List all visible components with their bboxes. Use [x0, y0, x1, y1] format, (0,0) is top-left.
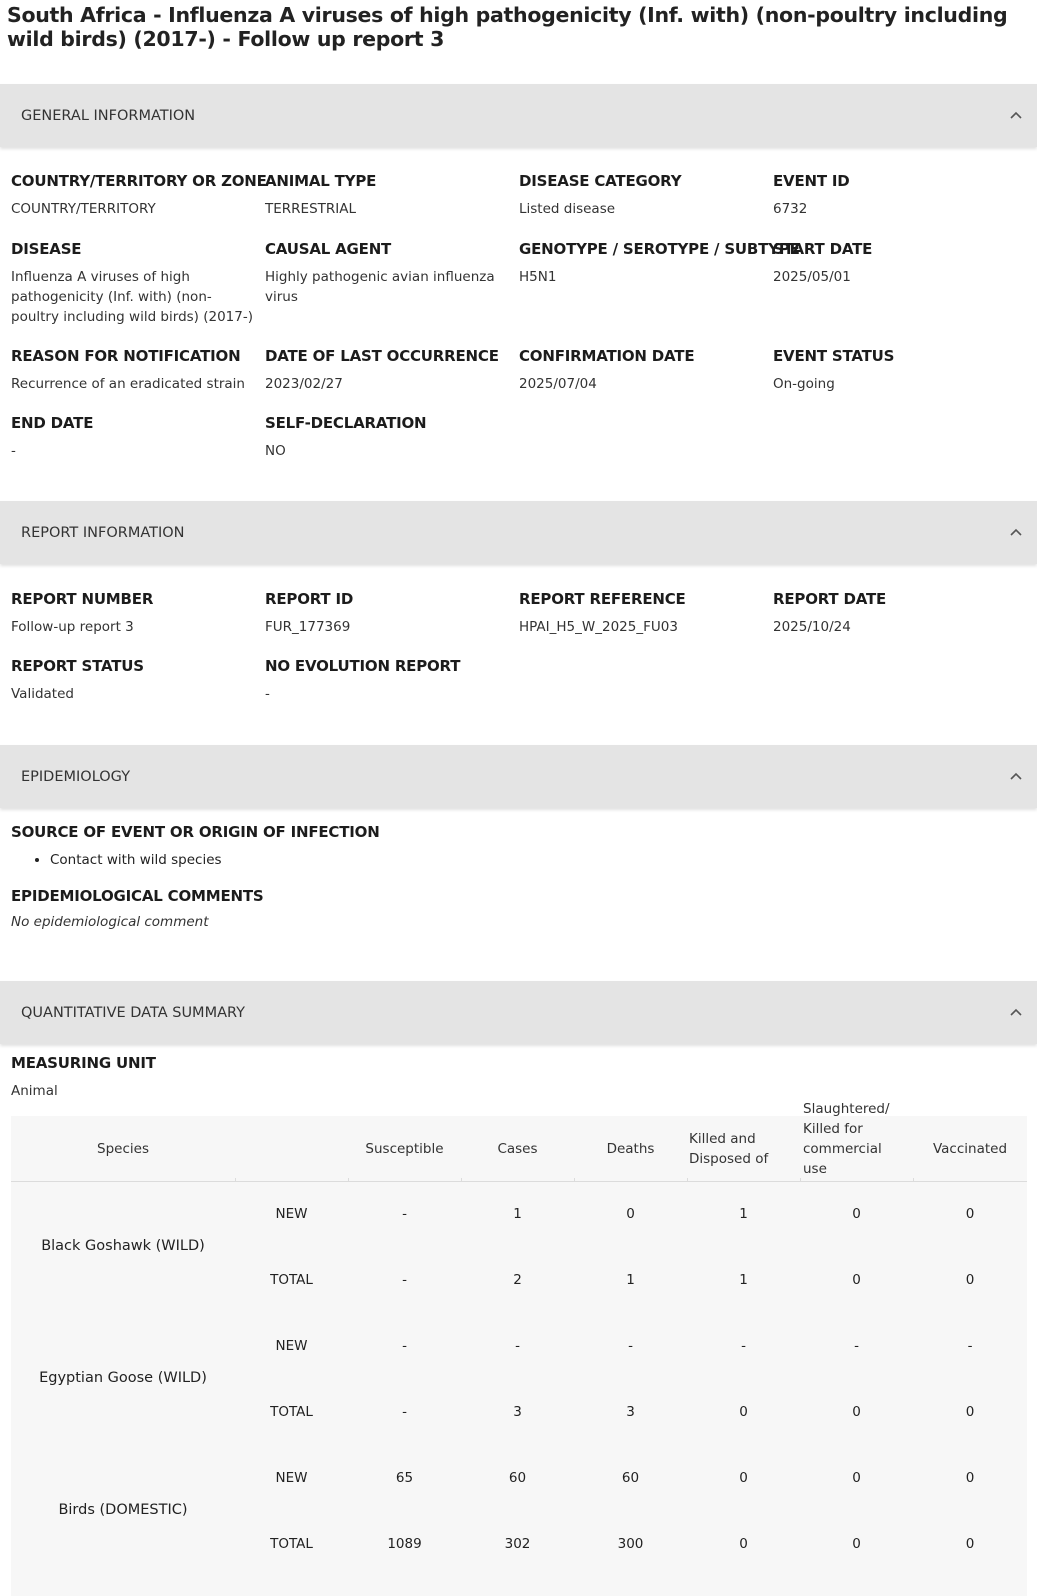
- field-value: Follow-up report 3: [11, 619, 134, 635]
- table-cell: 302: [504, 1536, 531, 1552]
- table-cell: -: [741, 1338, 746, 1354]
- table-cell: 2: [513, 1272, 522, 1288]
- row-type-cell: TOTAL: [270, 1404, 313, 1420]
- field-label: EPIDEMIOLOGICAL COMMENTS: [11, 887, 264, 905]
- table-cell: 0: [965, 1470, 975, 1486]
- table-cell: 0: [965, 1272, 975, 1288]
- section-header-quantitative-data-summary[interactable]: [0, 981, 1037, 1044]
- field-event-id: [773, 172, 1023, 219]
- field-label: EVENT ID: [773, 172, 850, 190]
- row-type-cell: NEW: [275, 1206, 308, 1222]
- table-cell: 60: [508, 1470, 527, 1486]
- table-cell: -: [402, 1272, 407, 1288]
- field-label: EVENT STATUS: [773, 347, 895, 365]
- field-value: 2025/07/04: [519, 376, 597, 392]
- quantitative-data-table: [11, 1101, 1027, 1596]
- field-label: CONFIRMATION DATE: [519, 347, 695, 365]
- field-label: REPORT NUMBER: [11, 590, 154, 608]
- field-report-status: [11, 657, 261, 704]
- section-header-general-information[interactable]: [0, 84, 1037, 147]
- field-epidemiological-comments: [11, 887, 511, 905]
- field-reason-for-notification: [11, 347, 261, 394]
- chevron-up-icon[interactable]: [1009, 1007, 1023, 1017]
- field-label: END DATE: [11, 414, 94, 432]
- section-title: GENERAL INFORMATION: [21, 107, 196, 124]
- field-confirmation-date: [519, 347, 769, 394]
- chevron-up-icon[interactable]: [1009, 527, 1023, 537]
- column-divider: [800, 1178, 801, 1182]
- column-divider: [348, 1178, 349, 1182]
- table-cell: 0: [852, 1470, 861, 1486]
- table-cell: 0: [852, 1272, 861, 1288]
- column-header-susceptible[interactable]: Susceptible: [365, 1141, 444, 1157]
- chevron-up-icon[interactable]: [1009, 771, 1023, 781]
- field-label: REPORT DATE: [773, 590, 887, 608]
- field-value: 6732: [773, 201, 808, 217]
- table-cell: -: [515, 1338, 520, 1354]
- chevron-up-icon[interactable]: [1009, 110, 1023, 120]
- field-value: FUR_177369: [265, 619, 351, 635]
- source-list: [32, 850, 222, 870]
- row-type-cell: NEW: [275, 1338, 308, 1354]
- field-label: REPORT REFERENCE: [519, 590, 686, 608]
- field-animal-type: [265, 172, 515, 219]
- field-value: HPAI_H5_W_2025_FU03: [519, 619, 678, 635]
- field-date-of-last-occurrence: [265, 347, 515, 394]
- column-header-killed-and-disposed[interactable]: Killed and Disposed of: [689, 1131, 769, 1167]
- field-label: NO EVOLUTION REPORT: [265, 657, 461, 675]
- row-type-cell: TOTAL: [270, 1536, 313, 1552]
- table-cell: -: [628, 1338, 633, 1354]
- section-title: REPORT INFORMATION: [21, 524, 185, 541]
- table-cell: 1: [739, 1206, 748, 1222]
- table-cell: 1: [626, 1272, 635, 1288]
- column-divider: [913, 1178, 914, 1182]
- field-label: DATE OF LAST OCCURRENCE: [265, 347, 499, 365]
- list-item: • Contact with wild species: [50, 850, 222, 870]
- section-header-report-information[interactable]: [0, 501, 1037, 564]
- table-cell: 60: [621, 1470, 640, 1486]
- table-cell: 65: [395, 1470, 414, 1486]
- field-value: 2025/10/24: [773, 619, 851, 635]
- field-self-declaration: [265, 414, 515, 461]
- field-label: SELF-DECLARATION: [265, 414, 427, 432]
- column-divider: [574, 1178, 575, 1182]
- field-label: COUNTRY/TERRITORY OR ZONE: [11, 172, 267, 190]
- field-source-of-event: [11, 823, 511, 841]
- table-cell: 1: [513, 1206, 522, 1222]
- column-divider: [687, 1178, 688, 1182]
- field-label: GENOTYPE / SEROTYPE / SUBTYPE: [519, 240, 800, 258]
- table-cell: 0: [965, 1206, 975, 1222]
- column-header-cases[interactable]: Cases: [497, 1141, 538, 1157]
- field-no-evolution-report: [265, 657, 515, 704]
- field-value: -: [11, 443, 16, 459]
- table-cell: 0: [852, 1206, 861, 1222]
- field-report-id: [265, 590, 515, 637]
- section-header-epidemiology[interactable]: [0, 745, 1037, 808]
- species-cell: Egyptian Goose (WILD): [39, 1370, 207, 1386]
- table-cell: -: [967, 1338, 973, 1354]
- field-label: START DATE: [773, 240, 873, 258]
- field-report-reference: [519, 590, 769, 637]
- field-value: 2025/05/01: [773, 269, 851, 285]
- field-value: Recurrence of an eradicated strain: [11, 376, 245, 392]
- row-type-cell: TOTAL: [270, 1272, 313, 1288]
- column-header-type: [235, 1116, 348, 1182]
- species-cell: Birds (DOMESTIC): [58, 1502, 188, 1518]
- table-cell: -: [854, 1338, 859, 1354]
- field-value: On-going: [773, 376, 835, 392]
- field-causal-agent: [265, 240, 510, 307]
- section-title: EPIDEMIOLOGY: [21, 768, 131, 785]
- epidemiological-comment-value: No epidemiological comment: [11, 914, 209, 930]
- field-label: DISEASE CATEGORY: [519, 172, 682, 190]
- table-cell: 300: [617, 1536, 644, 1552]
- field-label: DISEASE: [11, 240, 82, 258]
- field-label: CAUSAL AGENT: [265, 240, 392, 258]
- column-divider: [235, 1178, 236, 1182]
- row-type-cell: NEW: [275, 1470, 308, 1486]
- field-value: Listed disease: [519, 201, 616, 217]
- species-cell: Black Goshawk (WILD): [41, 1238, 205, 1254]
- column-header-species[interactable]: Species: [97, 1141, 149, 1157]
- field-value: 2023/02/27: [265, 376, 343, 392]
- column-header-deaths[interactable]: Deaths: [606, 1141, 655, 1157]
- column-header-slaughtered[interactable]: Slaughtered/ Killed for commercial use: [803, 1101, 890, 1177]
- field-value: H5N1: [519, 269, 557, 285]
- field-disease-category: [519, 172, 769, 219]
- table-cell: 0: [965, 1404, 975, 1420]
- field-label: REASON FOR NOTIFICATION: [11, 347, 241, 365]
- table-header: [11, 1101, 1027, 1182]
- field-value: Animal: [11, 1083, 58, 1099]
- table-cell: 0: [852, 1536, 861, 1552]
- field-value: Influenza A viruses of high pathogenicity (Inf. with) (non-poultry including wild birds) (2017-): [11, 269, 253, 325]
- field-value: COUNTRY/TERRITORY: [11, 201, 156, 217]
- field-event-status: [773, 347, 1023, 394]
- field-value: Validated: [11, 686, 74, 702]
- table-cell: -: [402, 1206, 407, 1222]
- field-label: MEASURING UNIT: [11, 1054, 156, 1072]
- table-cell: 0: [739, 1536, 748, 1552]
- field-value: TERRESTRIAL: [265, 201, 356, 217]
- table-cell: 0: [852, 1404, 861, 1420]
- section-title: QUANTITATIVE DATA SUMMARY: [21, 1004, 245, 1021]
- table-cell: 0: [739, 1470, 748, 1486]
- table-cell: -: [402, 1338, 407, 1354]
- field-disease: [11, 240, 256, 327]
- field-genotype-serotype-subtype: [519, 240, 800, 287]
- field-label: REPORT ID: [265, 590, 354, 608]
- field-value: -: [265, 686, 270, 702]
- table-cell: 0: [965, 1536, 975, 1552]
- field-value: NO: [265, 443, 286, 459]
- table-cell: 1089: [387, 1536, 422, 1552]
- table-cell: 0: [739, 1404, 748, 1420]
- field-measuring-unit: [11, 1054, 261, 1101]
- page-title: South Africa - Influenza A viruses of high pathogenicity (Inf. with) (non-poultry including wild birds) (2017-) - Follow up report 3: [7, 3, 1008, 51]
- field-report-number: [11, 590, 261, 637]
- field-end-date: [11, 414, 261, 461]
- field-country-territory-or-zone: [11, 172, 267, 219]
- table-cell: 0: [626, 1206, 635, 1222]
- field-label: SOURCE OF EVENT OR ORIGIN OF INFECTION: [11, 823, 380, 841]
- field-report-date: [773, 590, 1023, 637]
- field-start-date: [773, 240, 1023, 287]
- table-cell: -: [402, 1404, 407, 1420]
- column-divider: [461, 1178, 462, 1182]
- table-cell: 1: [739, 1272, 748, 1288]
- table-cell: 3: [513, 1404, 522, 1420]
- field-label: REPORT STATUS: [11, 657, 144, 675]
- table-cell: 3: [626, 1404, 635, 1420]
- field-label: ANIMAL TYPE: [265, 172, 377, 190]
- field-value: Highly pathogenic avian influenza virus: [265, 269, 495, 305]
- column-header-vaccinated[interactable]: Vaccinated: [932, 1141, 1008, 1157]
